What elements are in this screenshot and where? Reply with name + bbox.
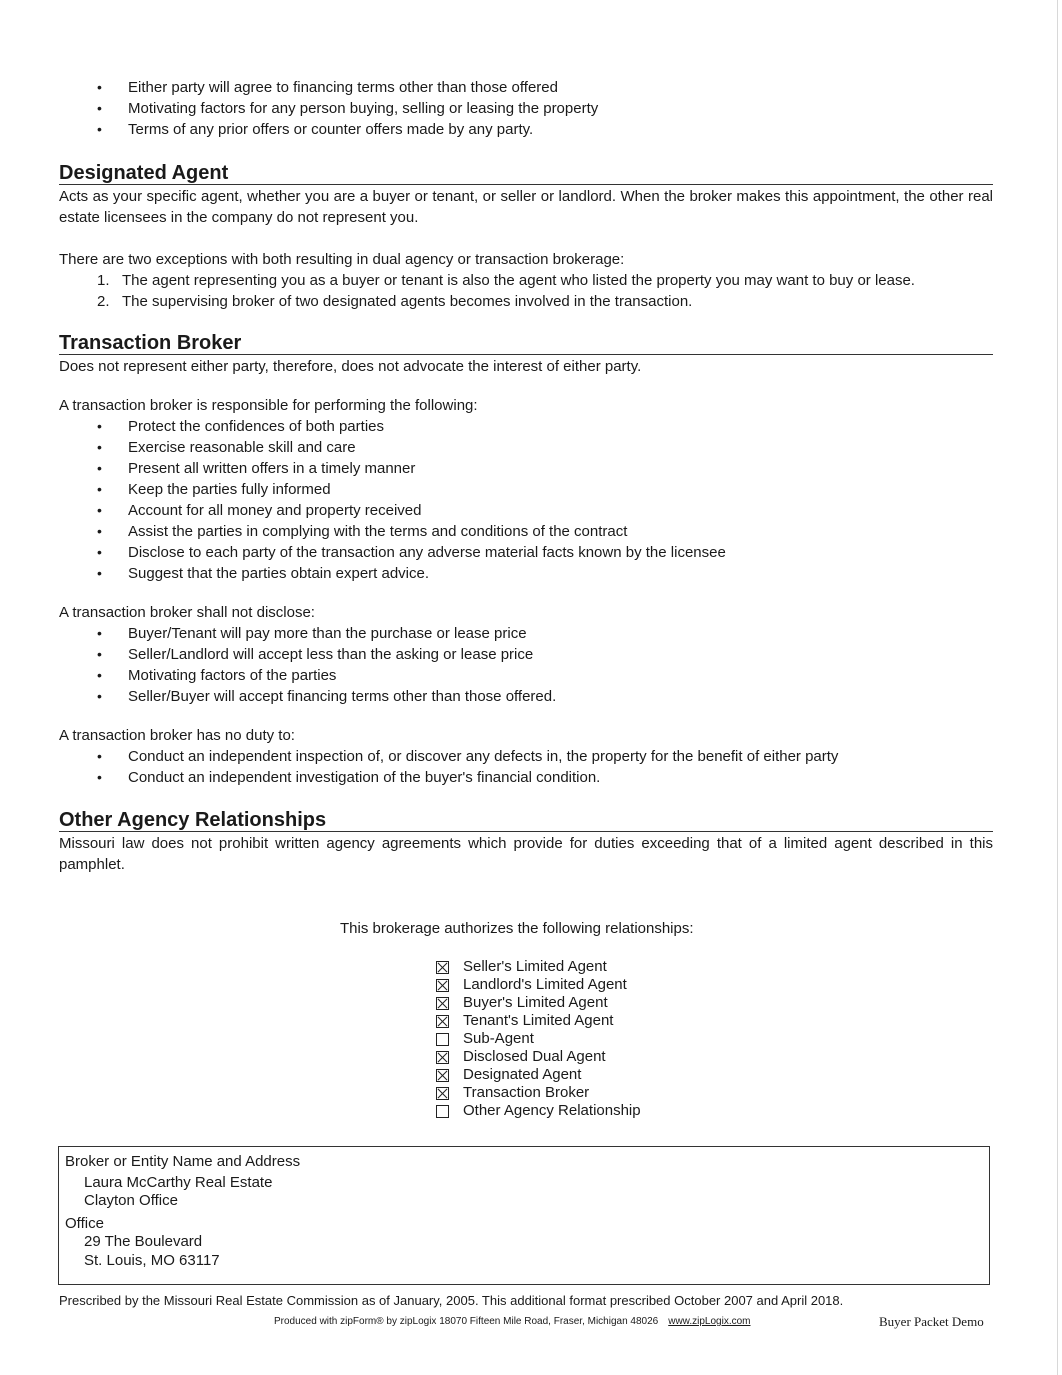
- relationship-row: [436, 958, 641, 976]
- list-item: • Terms of any prior offers or counter offers made by any party.: [59, 119, 993, 140]
- relationship-label: Disclosed Dual Agent: [463, 1048, 606, 1065]
- responsible-intro: A transaction broker is responsible for performing the following:: [59, 397, 478, 414]
- produced-text: Produced with zipForm® by zipLogix 18070 Fifteen Mile Road, Fraser, Michigan 48026: [274, 1316, 659, 1327]
- other-agency-paragraph: Missouri law does not prohibit written agency agreements which provide for duties exceeding that of a limited agent described in this pamphlet.: [59, 835, 993, 873]
- list-item: • Motivating factors of the parties: [59, 665, 993, 686]
- list-item: • Buyer/Tenant will pay more than the purchase or lease price: [59, 623, 993, 644]
- list-item: • Present all written offers in a timely manner: [59, 458, 993, 479]
- list-number: 1.: [97, 272, 110, 289]
- broker-info-box: [58, 1146, 990, 1285]
- responsible-list: [59, 416, 993, 584]
- relationship-label: Transaction Broker: [463, 1084, 590, 1101]
- relationship-row: [436, 1030, 641, 1048]
- checkbox-checked[interactable]: [436, 961, 449, 974]
- transaction-broker-paragraph: Does not represent either party, therefore, does not advocate the interest of either party.: [59, 358, 642, 375]
- list-item: • Either party will agree to financing terms other than those offered: [59, 77, 993, 98]
- relationship-row: [436, 1066, 641, 1084]
- list-text: The agent representing you as a buyer or tenant is also the agent who listed the property you may want to buy or lease.: [122, 272, 915, 289]
- intro-bullets-section: [59, 77, 993, 140]
- list-item: • Seller/Landlord will accept less than the asking or lease price: [59, 644, 993, 665]
- designated-agent-heading: Designated Agent: [59, 162, 993, 185]
- scan-edge-line: [1057, 0, 1058, 1375]
- other-agency-heading: Other Agency Relationships: [59, 809, 993, 832]
- transaction-broker-heading: Transaction Broker: [59, 332, 993, 355]
- relationship-row: [436, 1102, 641, 1120]
- list-item: • Conduct an independent inspection of, or discover any defects in, the property for the benefit of either party: [59, 746, 993, 767]
- list-item: • Suggest that the parties obtain expert advice.: [59, 563, 993, 584]
- list-item: • Conduct an independent investigation of the buyer's financial condition.: [59, 767, 993, 788]
- list-number: 2.: [97, 293, 110, 310]
- checkbox-checked[interactable]: [436, 979, 449, 992]
- list-item: • Keep the parties fully informed: [59, 479, 993, 500]
- authorizes-intro: This brokerage authorizes the following relationships:: [340, 920, 694, 937]
- list-item: • Protect the confidences of both parties: [59, 416, 993, 437]
- list-item: • Seller/Buyer will accept financing terms other than those offered.: [59, 686, 993, 707]
- packet-name: Buyer Packet Demo: [879, 1314, 984, 1329]
- relationship-label: Seller's Limited Agent: [463, 958, 607, 975]
- office-label: Office: [65, 1215, 104, 1232]
- relationship-row: [436, 994, 641, 1012]
- broker-name-line2: Clayton Office: [84, 1192, 178, 1209]
- checkbox-checked[interactable]: [436, 1051, 449, 1064]
- no-duty-intro: A transaction broker has no duty to:: [59, 727, 295, 744]
- relationship-label: Tenant's Limited Agent: [463, 1012, 614, 1029]
- list-item: [59, 270, 993, 291]
- relationship-label: Buyer's Limited Agent: [463, 994, 608, 1011]
- checkbox-checked[interactable]: [436, 997, 449, 1010]
- relationship-row: [436, 1048, 641, 1066]
- intro-bullet-list: [59, 77, 993, 140]
- relationship-label: Sub-Agent: [463, 1030, 534, 1047]
- relationship-label: Designated Agent: [463, 1066, 582, 1083]
- designated-agent-section: [59, 162, 993, 312]
- relationship-row: [436, 976, 641, 994]
- produced-with-line: [274, 1315, 751, 1329]
- broker-name-label: Broker or Entity Name and Address: [65, 1153, 301, 1170]
- exceptions-intro: There are two exceptions with both resulting in dual agency or transaction brokerage:: [59, 251, 625, 268]
- office-line1: 29 The Boulevard: [84, 1233, 203, 1250]
- office-line2: St. Louis, MO 63117: [84, 1252, 220, 1269]
- list-item: • Account for all money and property received: [59, 500, 993, 521]
- list-item: • Exercise reasonable skill and care: [59, 437, 993, 458]
- no-duty-list: [59, 746, 993, 788]
- relationship-label: Landlord's Limited Agent: [463, 976, 627, 993]
- not-disclose-list: [59, 623, 993, 707]
- relationship-label: Other Agency Relationship: [463, 1102, 641, 1119]
- ziplogix-link[interactable]: www.zipLogix.com: [668, 1316, 751, 1327]
- transaction-broker-section: [59, 332, 993, 788]
- list-item: • Motivating factors for any person buying, selling or leasing the property: [59, 98, 993, 119]
- broker-name-line1: Laura McCarthy Real Estate: [84, 1174, 273, 1191]
- relationship-row: [436, 1084, 641, 1102]
- checkbox-unchecked[interactable]: [436, 1105, 449, 1118]
- checkbox-checked[interactable]: [436, 1015, 449, 1028]
- list-item: • Disclose to each party of the transaction any adverse material facts known by the licensee: [59, 542, 993, 563]
- list-item: [59, 291, 993, 312]
- prescribed-footnote: Prescribed by the Missouri Real Estate Commission as of January, 2005. This additional format prescribed October 2007 and April 2018.: [59, 1293, 844, 1308]
- relationships-checklist: [436, 958, 641, 1120]
- exceptions-list: [59, 270, 993, 312]
- relationship-row: [436, 1012, 641, 1030]
- designated-agent-paragraph: Acts as your specific agent, whether you are a buyer or tenant, or seller or landlord. When the broker makes this appointment, the other real estate licensees in the company do not represent you.: [59, 188, 993, 226]
- list-item: • Assist the parties in complying with the terms and conditions of the contract: [59, 521, 993, 542]
- checkbox-checked[interactable]: [436, 1087, 449, 1100]
- other-agency-section: [59, 809, 993, 875]
- list-text: The supervising broker of two designated agents becomes involved in the transaction.: [122, 293, 693, 310]
- not-disclose-intro: A transaction broker shall not disclose:: [59, 604, 315, 621]
- checkbox-checked[interactable]: [436, 1069, 449, 1082]
- checkbox-unchecked[interactable]: [436, 1033, 449, 1046]
